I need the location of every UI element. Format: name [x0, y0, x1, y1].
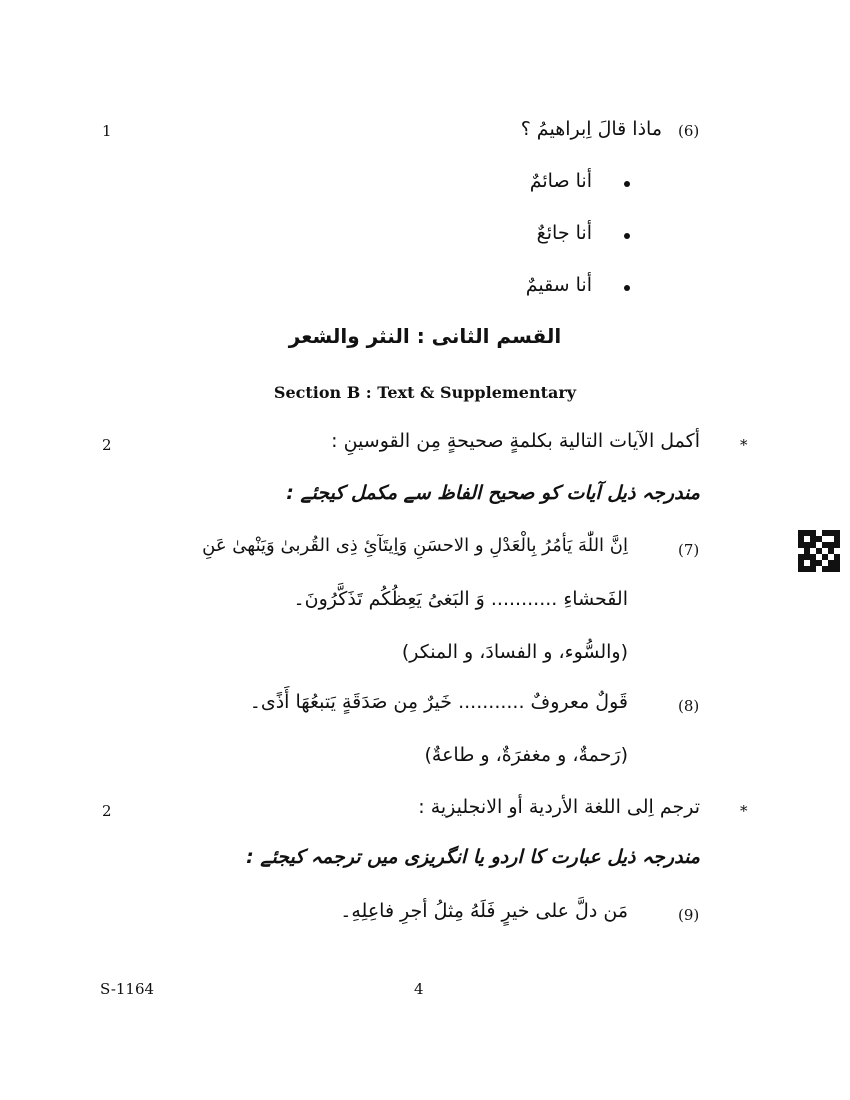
q7-choices: (والسُّوء، و الفسادَ، و المنكر)	[401, 641, 628, 663]
instr1-arabic: أكمل الآيات التالية بكلمةٍ صحيحةٍ مِن القوسينِ :	[331, 430, 700, 452]
instr2-star: *	[740, 802, 748, 820]
q7-line-1: اِنَّ اللّٰهَ يَأمُرُ بِالْعَدْلِ و الاحسَنِ وَاِيتَآئِ ذِی القُربىٰ وَيَنْهىٰ عَنِ	[202, 535, 628, 556]
footer-paper-code: S-1164	[100, 980, 155, 998]
q6-option-3: أنا سقيمٌ	[525, 274, 592, 296]
instr2-urdu: مندرجہ ذیل عبارت کا اردو یا انگریزی میں ترجمہ کیجئے :	[246, 846, 700, 868]
q7-line-2: الفَحشاءِ ........... وَ البَغیُ يَعِظُكُم تَذَكَّرُونَ۔	[293, 588, 628, 610]
q6-question: ماذا قالَ اِبراهيمُ ؟	[520, 118, 662, 140]
q6-marks: 1	[102, 122, 112, 140]
instr1-star: *	[740, 436, 748, 454]
q6-option-2: أنا جائعٌ	[536, 222, 592, 244]
bullet-icon	[624, 233, 630, 239]
section-title-english: Section B : Text & Supplementary	[273, 383, 577, 402]
q7-number: (7)	[678, 541, 700, 559]
qr-code-icon	[798, 530, 840, 572]
q8-number: (8)	[678, 697, 700, 715]
bullet-icon	[624, 181, 630, 187]
instr1-marks: 2	[102, 436, 112, 454]
q8-line-1: قَولٌ معروفٌ ........... خَيرٌ مِن صَدَقَةٍ يَتبعُهَا أَذًى۔	[249, 691, 628, 713]
q9-line-1: مَن دلَّ على خيرٍ فَلَهُ مِثلُ أجرِ فاعِلِهِ۔	[340, 900, 628, 922]
q9-number: (9)	[678, 906, 700, 924]
instr2-marks: 2	[102, 802, 112, 820]
footer-page-number: 4	[414, 980, 424, 998]
bullet-icon	[624, 285, 630, 291]
q6-option-1: أنا صائمٌ	[529, 170, 592, 192]
q8-choices: (رَحمةٌ، و مغفرَةٌ، و طاعةٌ)	[424, 744, 628, 766]
q6-number: (6)	[678, 122, 700, 140]
section-title-arabic: القسم الثانی : النثر والشعر	[288, 324, 562, 348]
instr2-arabic: ترجم اِلى اللغة الأردية أو الانجليزية :	[418, 796, 700, 818]
instr1-urdu: مندرجہ ذیل آیات کو صحیح الفاظ سے مکمل کیجئے :	[286, 482, 700, 504]
